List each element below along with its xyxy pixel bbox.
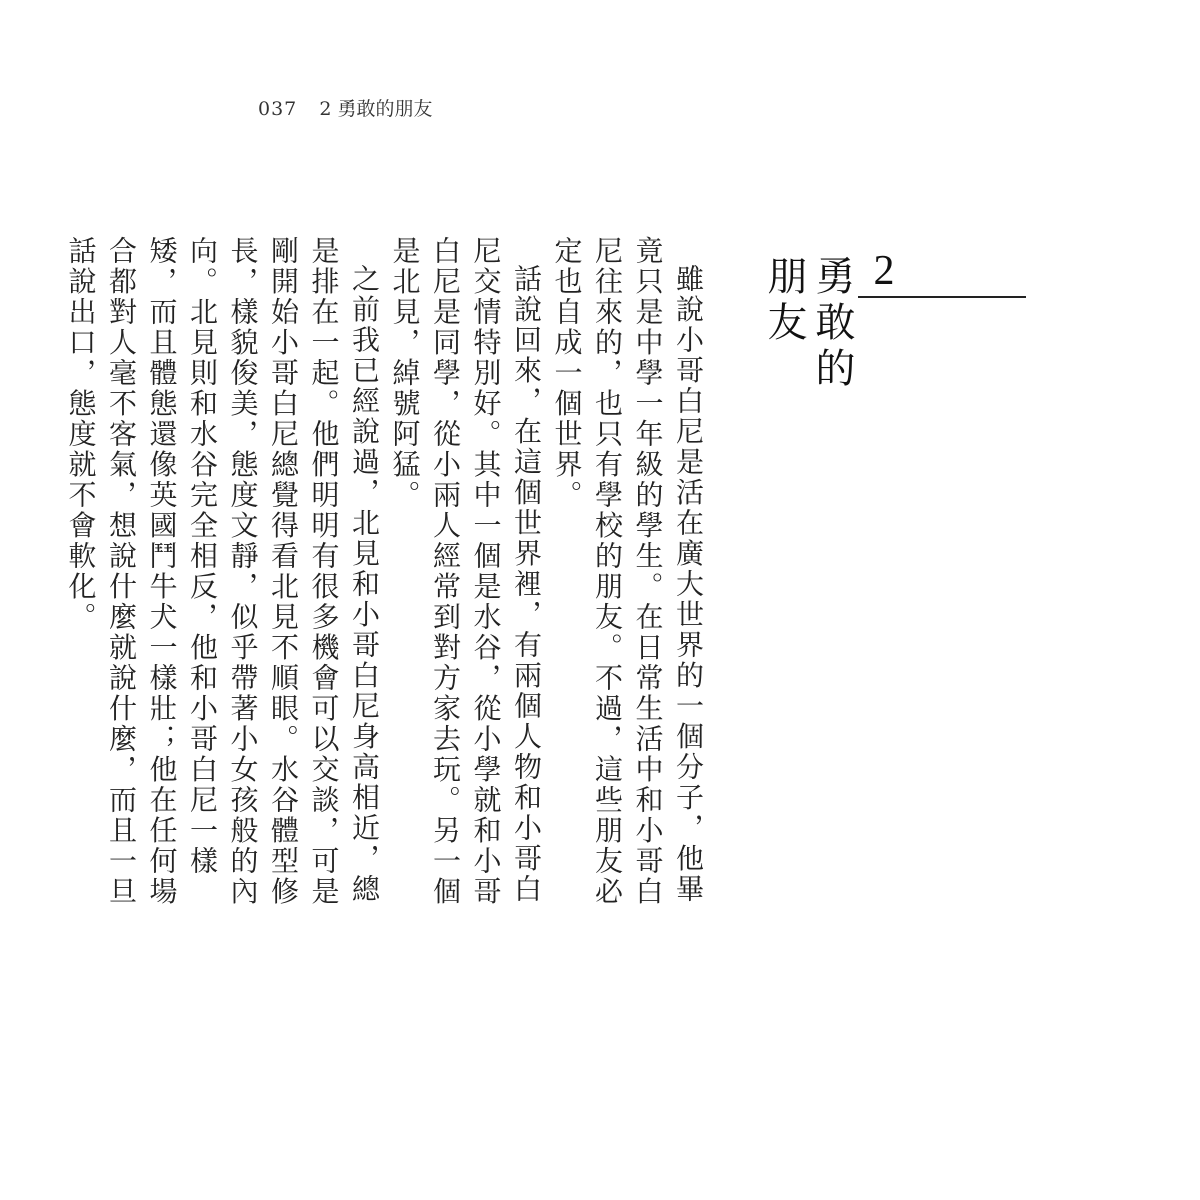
- chapter-number: 2: [873, 248, 895, 294]
- page-number: 037: [258, 98, 298, 120]
- body-text: [64, 236, 708, 926]
- chapter-rule: [858, 296, 1026, 298]
- paragraph-1: 雖說小哥白尼是活在廣大世界的一個分子，他畢竟只是中學一年級的學生。在日常生活中和小哥白尼往來的，也只有學校的朋友。不過，這些朋友必定也自成一個世界。: [550, 236, 705, 907]
- paragraph-3: 之前我已經說過，北見和小哥白尼身高相近，總是排在一起。他們明明有很多機會可以交談，可是剛開始小哥白尼總覺得看北見不順眼。水谷體型修長，樣貌俊美，態度文靜，似乎帶著小女孩般的內向。北見則和水谷完全相反，他和小哥白尼一樣矮，而且體態還像英國鬥牛犬一樣壯；他在任何場合都對人毫不客氣，想說什麼就說什麼，而且一旦話說出口，態度就不會軟化。: [64, 236, 381, 907]
- running-head: [258, 94, 432, 124]
- chapter-title: 勇敢的朋友: [761, 255, 855, 393]
- paragraph-2: 話說回來，在這個世界裡，有兩個人物和小哥白尼交情特別好。其中一個是水谷，從小學就和小哥白尼是同學，從小兩人經常到對方家去玩。另一個是北見，綽號阿猛。: [388, 236, 543, 907]
- running-head-chapter: 2 勇敢的朋友: [319, 98, 433, 120]
